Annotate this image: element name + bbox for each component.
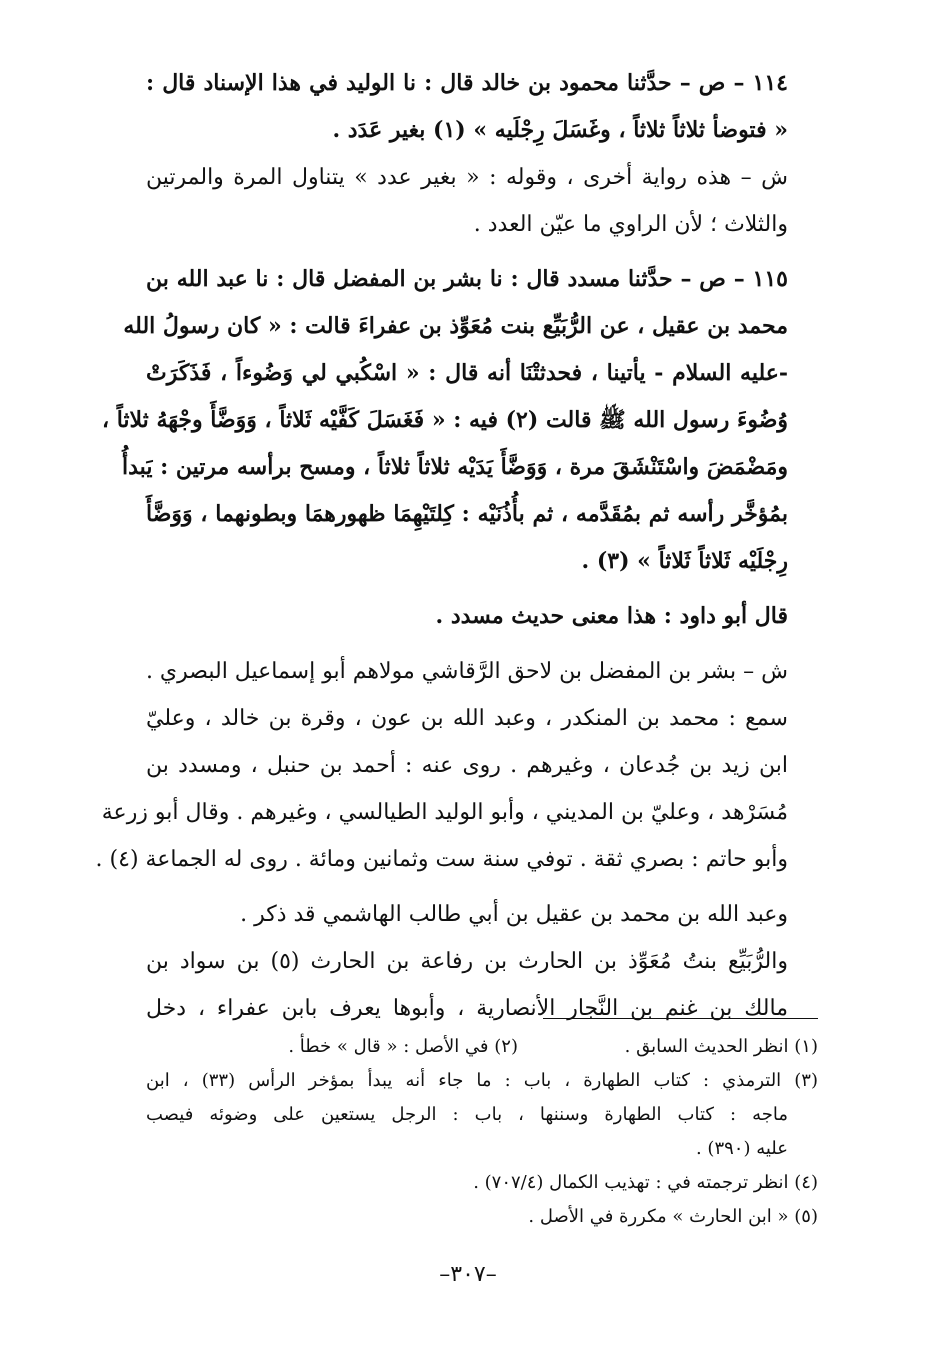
text-line: ومَضْمَضَ واسْتَنْشَقَ مرة ، وَوَضَّأَ يَدَيْه ثلاثاً ثلاثاً ، ومسح برأسه مرتين : يَبدأُ <box>122 454 788 480</box>
footnote-3-line-1: (٣) الترمذي : كتاب الطهارة ، باب : ما جاء أنه يبدأ بمؤخر الرأس (٣٣) ، ابن <box>146 1070 818 1091</box>
text-line: ش – بشر بن المفضل بن لاحق الرَّقاشي مولاهم أبو إسماعيل البصري . <box>145 659 788 684</box>
text-line: ابن زيد بن جُدعان ، وغيرهم . روى عنه : أحمد بن حنبل ، ومسدد بن <box>146 753 788 778</box>
footnote-separator <box>543 1018 818 1019</box>
footnote-5: (٥) « ابن الحارث » مكررة في الأصل . <box>528 1206 818 1227</box>
main-text <box>95 60 788 1032</box>
footnote-row-1-2 <box>146 1030 818 1064</box>
text-line: -عليه السلام - يأتينا ، فحدثتْنَا أنه قال : « اسْكُبي لي وَضُوءاً ، فَذَكَرَتْ <box>146 360 788 386</box>
text-line: سمع : محمد بن المنكدر ، وعبد الله بن عون ، وقرة بن خالد ، وعليّ <box>146 706 788 731</box>
text-line: والرُّبَيِّع بنتُ مُعَوِّذ بن الحارث بن رفاعة بن الحارث (٥) بن سواد بن <box>146 949 788 974</box>
footnote-3-line-3: عليه (٣٩٠) . <box>695 1138 788 1159</box>
footnote-2: (٢) في الأصل : « قال » خطأ . <box>288 1036 518 1057</box>
text-line: مالك بن غنم بن النَّجار الأنصارية ، وأبوها يعرف بابن عفراء ، دخل <box>146 996 788 1021</box>
text-line: قال أبو داود : هذا معنى حديث مسدد . <box>435 603 788 629</box>
footnote-3-line-2: ماجه : كتاب الطهارة وسننها ، باب : الرجل يستعين على وضوئه فيصب <box>146 1104 788 1125</box>
text-line: رِجْلَيْه ثَلاثاً ثَلاثاً » (٣) . <box>581 548 788 574</box>
text-line: ١١٥ – ص – حدَّثنا مسدد قال : نا بشر بن المفضل قال : نا عبد الله بن <box>146 266 788 292</box>
text-line: والثلاث ؛ لأن الراوي ما عيّن العدد . <box>473 212 788 237</box>
footnotes <box>146 1018 818 1234</box>
text-line: وعبد الله بن محمد بن عقيل بن أبي طالب الهاشمي قد ذكر . <box>240 902 788 927</box>
text-line: محمد بن عقيل ، عن الرُّبَيِّع بنت مُعَوِّذ بن عفراءَ قالت : « كان رسولُ الله <box>123 313 788 339</box>
text-line: مُسَرْهد ، وعليّ بن المديني ، وأبو الوليد الطيالسي ، وغيرهم . وقال أبو زرعة <box>101 800 788 825</box>
text-line: ١١٤ – ص – حدَّثنا محمود بن خالد قال : نا الوليد في هذا الإسناد قال : <box>146 70 788 96</box>
text-line: وأبو حاتم : بصري ثقة . توفي سنة ست وثمانين ومائة . روى له الجماعة (٤) . <box>95 847 788 872</box>
text-line: بمُؤخَّر رأسه ثم بمُقَدَّمه ، ثم بأُذُنَيْه : كِلتَيْهِمَا ظهورهمَا وبطونهما ، وَوَضَّأَ <box>146 501 788 527</box>
text-line: ش – هذه رواية أخرى ، وقوله : « بغير عدد » يتناول المرة والمرتين <box>146 165 788 190</box>
footnote-1: (١) انظر الحديث السابق . <box>624 1036 818 1057</box>
footnote-4: (٤) انظر ترجمته في : تهذيب الكمال (٧٠٧/٤) . <box>473 1172 818 1193</box>
text-line: وُضُوءَ رسول الله ﷺ قالت (٢) فيه : « فَغَسَلَ كَفَّيْه ثَلاثاً ، وَوَضَّأَ وجْهَهُ ثلاثاً ، <box>101 407 788 433</box>
page-number: –٣٠٧– <box>439 1262 497 1287</box>
text-line: « فتوضأ ثلاثاً ثلاثاً ، وغَسَلَ رِجْلَيه » (١) بغير عَدَد . <box>332 117 788 143</box>
